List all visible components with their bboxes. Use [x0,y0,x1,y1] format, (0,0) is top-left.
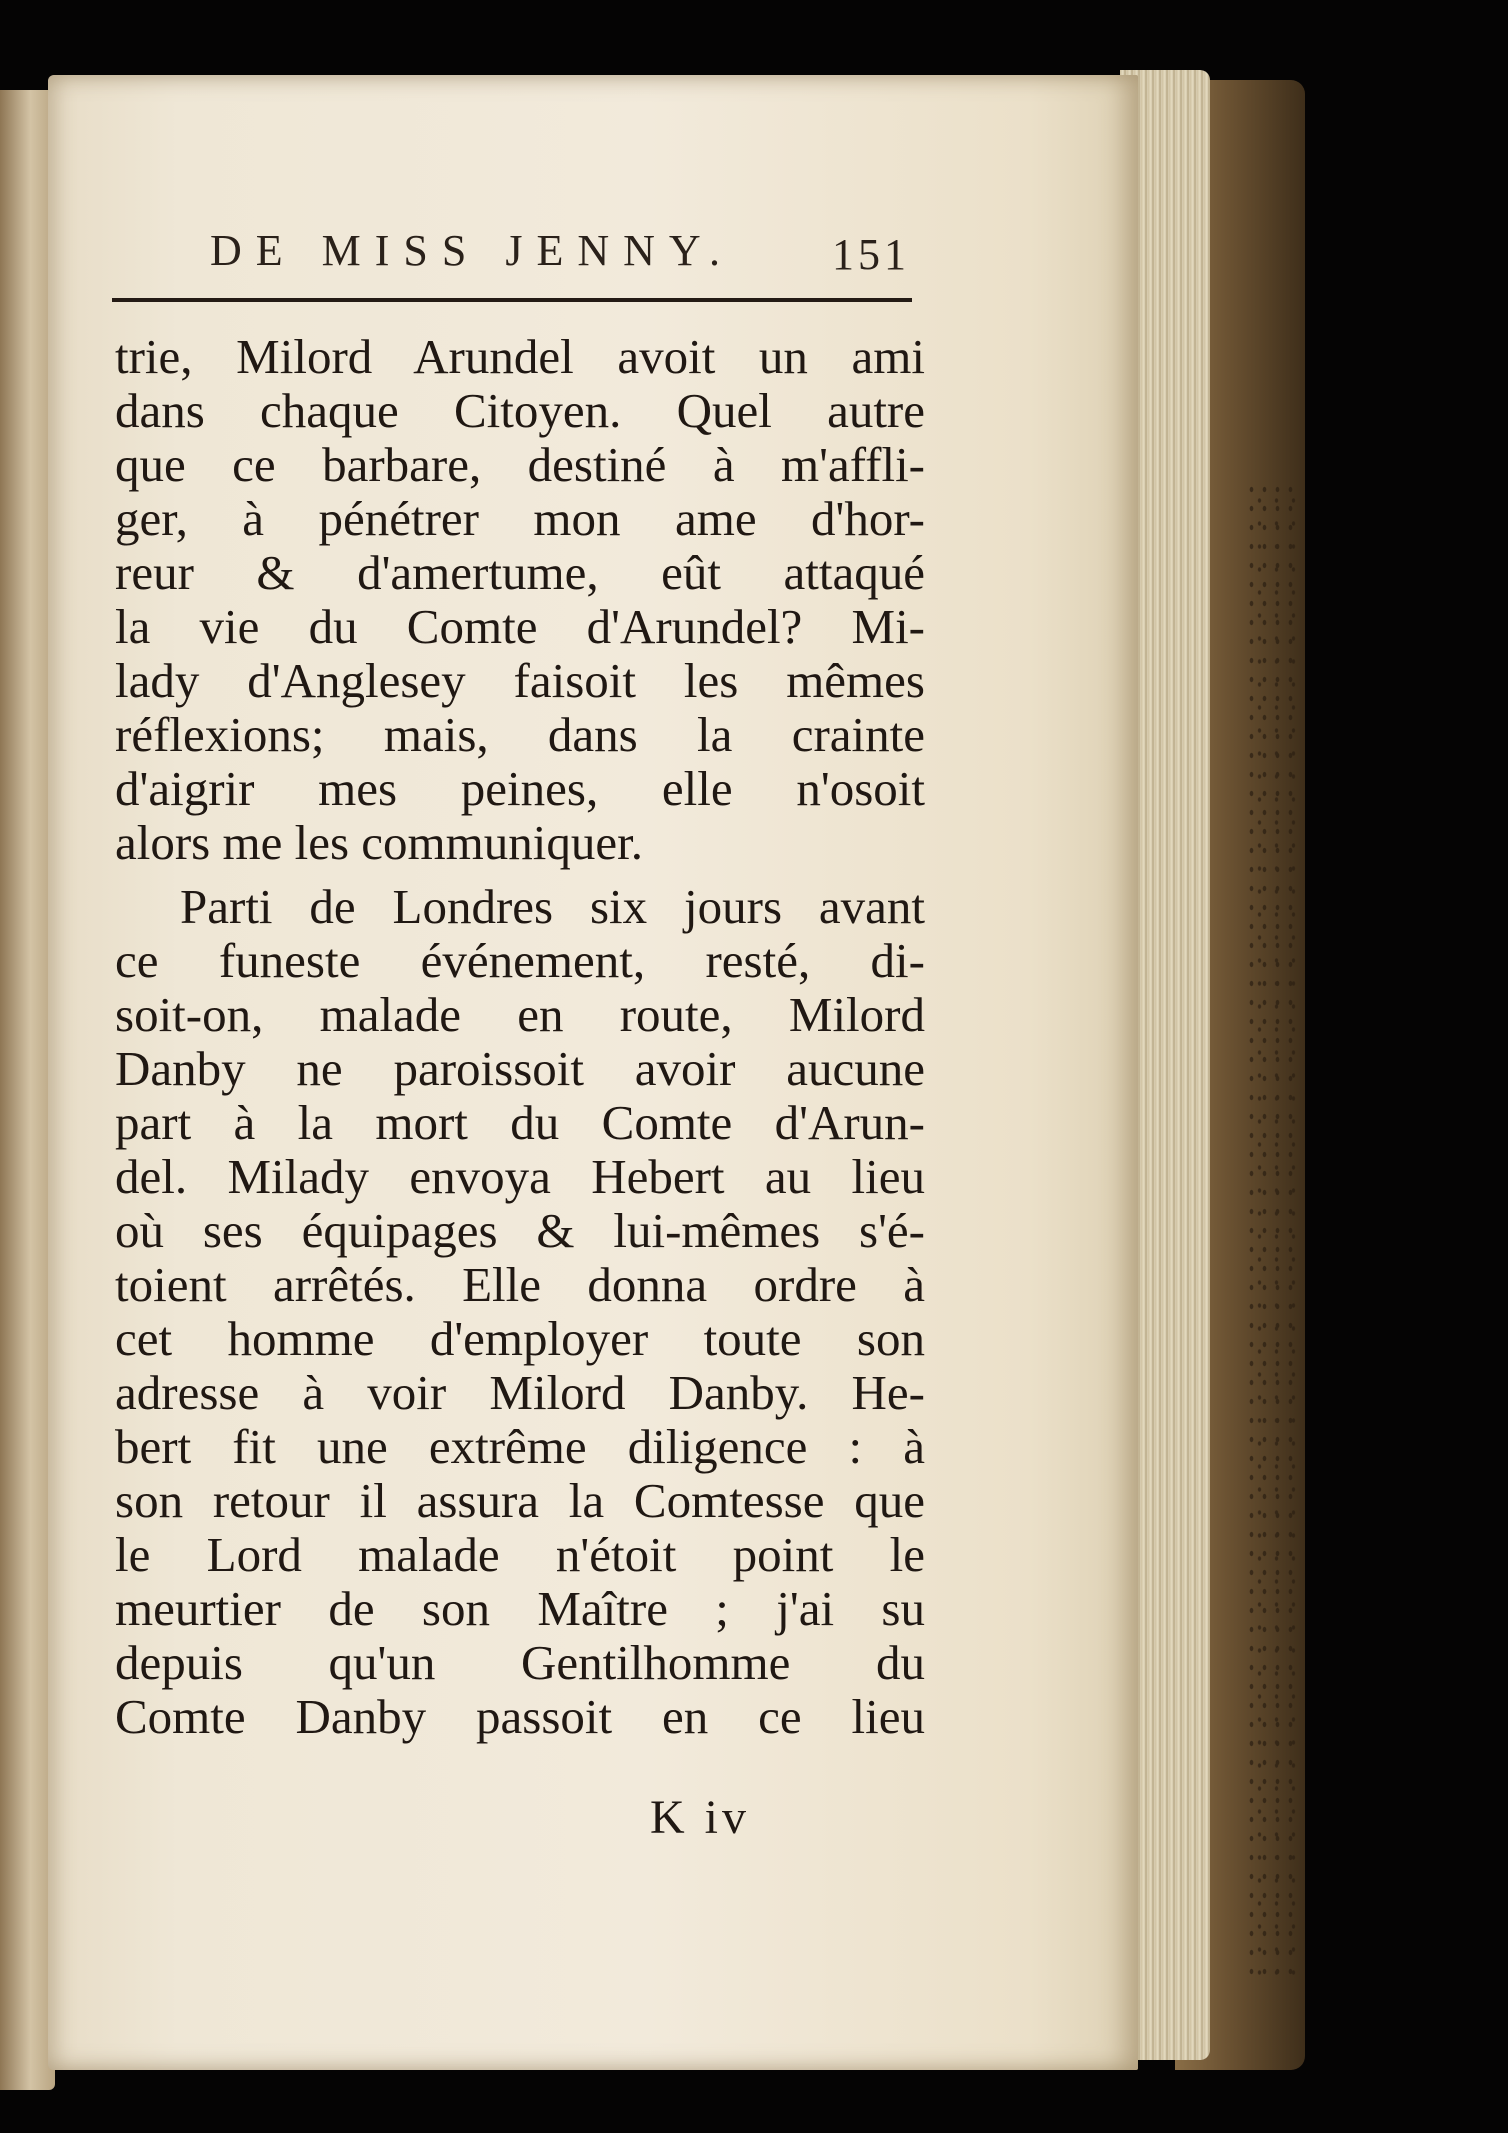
text-line: Danby ne paroissoit avoir aucune [115,1041,925,1096]
text-line: reur & d'amertume, eût attaqué [115,545,925,600]
text-line: del. Milady envoya Hebert au lieu [115,1149,925,1204]
text-line: lady d'Anglesey faisoit les mêmes [115,653,925,708]
text-line: la vie du Comte d'Arundel? Mi- [115,599,925,654]
text-line: meurtier de son Maître ; j'ai su [115,1581,925,1636]
text-line: Parti de Londres six jours avant [180,879,925,934]
text-line: d'aigrir mes peines, elle n'osoit [115,761,925,816]
text-line: dans chaque Citoyen. Quel autre [115,383,925,438]
text-line: bert fit une extrême diligence : à [115,1419,925,1474]
page-number: 151 [832,230,910,279]
text-line: part à la mort du Comte d'Arun- [115,1095,925,1150]
text-line: que ce barbare, destiné à m'affli- [115,437,925,492]
running-head [210,225,910,295]
facing-page-edge [0,90,55,2090]
text-line: soit-on, malade en route, Milord [115,987,925,1042]
running-head-title: DE MISS JENNY. [210,226,735,275]
text-line: toient arrêtés. Elle donna ordre à [115,1257,925,1312]
signature-mark: K iv [650,1791,750,1844]
text-line: Comte Danby passoit en ce lieu [115,1689,925,1744]
text-line: ce funeste événement, resté, di- [115,933,925,988]
text-line: trie, Milord Arundel avoit un ami [115,329,925,384]
text-line: cet homme d'employer toute son [115,1311,925,1366]
text-line: depuis qu'un Gentilhomme du [115,1635,925,1690]
text-line: alors me les communiquer. [115,815,643,870]
text-line: le Lord malade n'étoit point le [115,1527,925,1582]
text-line: adresse à voir Milord Danby. He- [115,1365,925,1420]
text-line: son retour il assura la Comtesse que [115,1473,925,1528]
text-line: ger, à pénétrer mon ame d'hor- [115,491,925,546]
text-line: où ses équipages & lui-mêmes s'é- [115,1203,925,1258]
text-line: réflexions; mais, dans la crainte [115,707,925,762]
header-rule [112,298,912,302]
cover-speckle-texture [1245,480,1300,1980]
